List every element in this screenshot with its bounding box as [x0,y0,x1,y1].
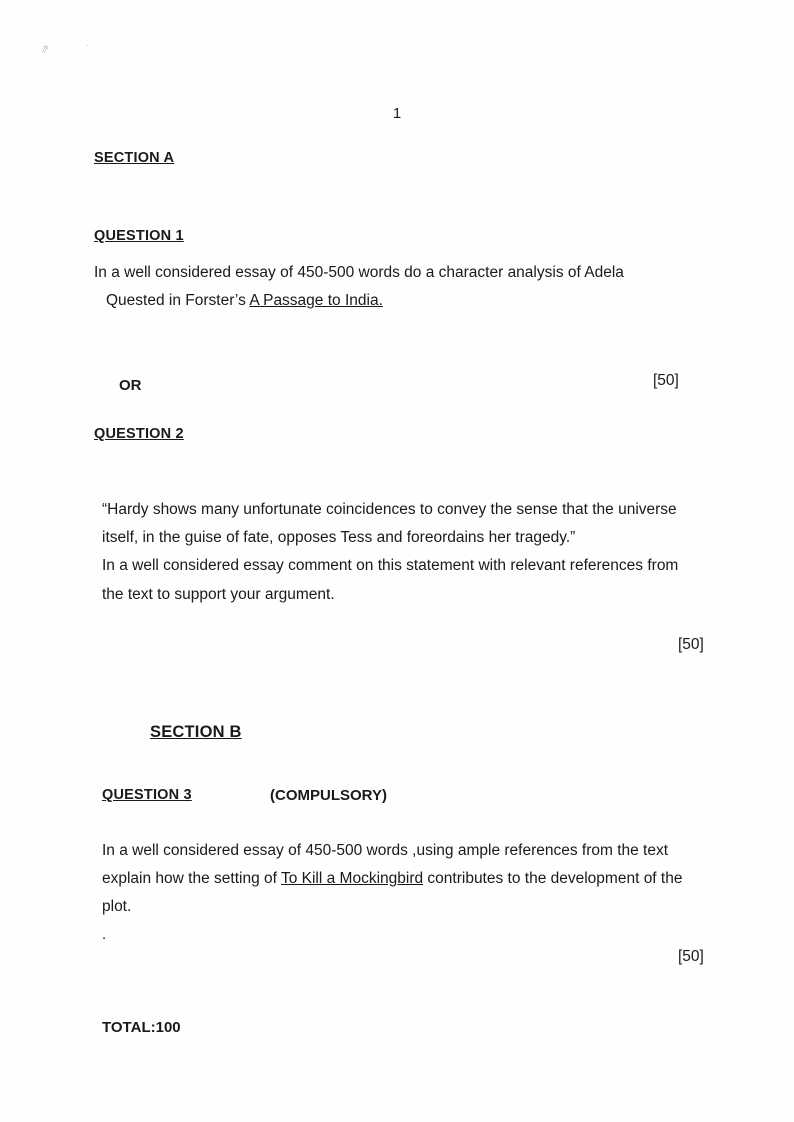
section-b-heading: SECTION B [150,723,242,741]
question-1-body [94,259,714,315]
question-3-marks: [50] [678,948,704,965]
question-3-heading: QUESTION 3 [102,787,192,803]
question-1-line-1: In a well considered essay of 450-500 words do a character analysis of Adela [94,264,624,281]
question-3-line-2-suffix: contributes to the development of the [423,870,683,888]
question-3-compulsory-label: (COMPULSORY) [270,787,387,804]
total-marks-line: TOTAL:100 [102,1019,181,1036]
scan-artifact-middle-icon: · [486,665,489,675]
question-2-body [102,496,708,609]
scan-artifact-top-right-icon: · [585,44,588,54]
question-3-line-2-prefix: explain how the setting of [102,870,281,888]
scan-artifact-top-left-icon: ⇗ [38,42,52,57]
question-1-line-2 [94,287,714,315]
scan-artifact-top-left-dot-icon: · [86,40,90,51]
stray-dot-mark: . [102,926,107,943]
or-label: OR [119,377,142,394]
scan-artifact-bottom-right-icon: · [757,1072,760,1082]
question-2-quote-line-1: “Hardy shows many unfortunate coincidences to convey the sense that the universe [102,501,677,518]
question-3-line-3: plot. [102,898,132,916]
question-1-marks: [50] [653,372,679,389]
question-1-book-title: A Passage to India. [249,292,383,310]
question-1-heading: QUESTION 1 [94,228,184,244]
page-number: 1 [392,105,402,122]
question-2-instruction-line-1: In a well considered essay comment on this statement with relevant references from [102,557,679,575]
question-3-line-1: In a well considered essay of 450-500 words ,using ample references from the text [102,842,669,859]
question-2-instruction-line-2: the text to support your argument. [102,585,335,603]
question-3-line-2 [102,865,712,893]
section-a-heading: SECTION A [94,150,175,166]
question-1-line-2-prefix: Quested in Forster’s [106,292,250,310]
question-3-book-title: To Kill a Mockingbird [280,870,424,888]
question-3-body [102,837,712,922]
question-2-quote-line-2: itself, in the guise of fate, opposes Tess and foreordains her tragedy.” [102,529,576,547]
question-2-marks: [50] [678,636,704,653]
question-2-heading: QUESTION 2 [94,426,184,442]
